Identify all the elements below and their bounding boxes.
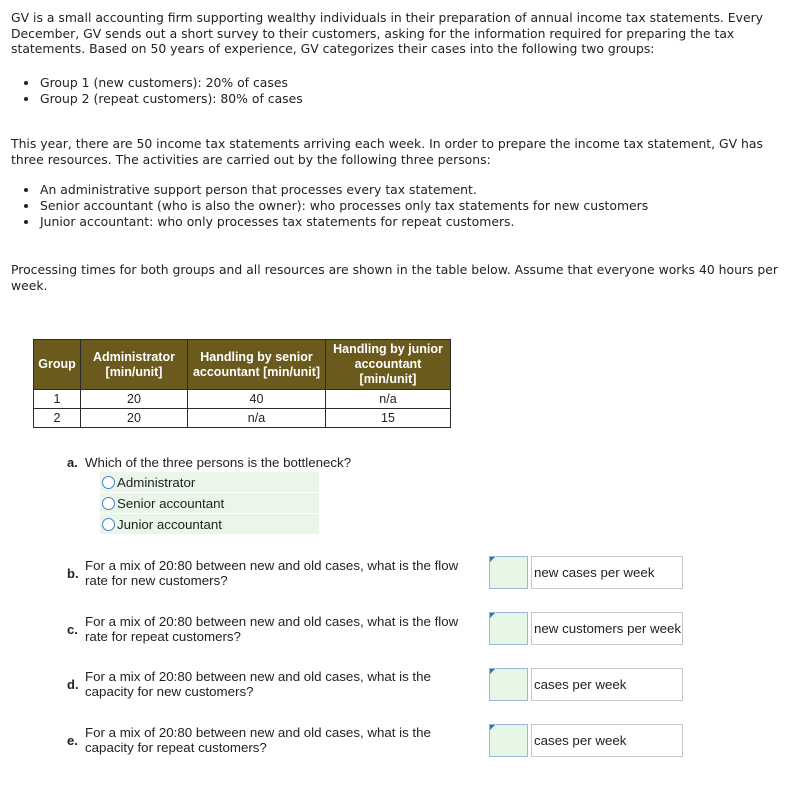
intro-paragraph-3: Processing times for both groups and all resources are shown in the table below. Assume that everyone works 40 hours per week.	[11, 262, 779, 293]
unit-c: new customers per week	[531, 612, 683, 645]
option-label: Junior accountant	[117, 516, 222, 532]
question-d-text: For a mix of 20:80 between new and old cases, what is the capacity for new customers?	[85, 669, 431, 699]
corner-marker	[490, 613, 495, 618]
radio-button[interactable]	[102, 497, 115, 510]
list-item: Senior accountant (who is also the owner): who processes only tax statements for new customers	[22, 198, 648, 214]
header-group: Group	[34, 340, 81, 390]
list-item: Group 2 (repeat customers): 80% of cases	[22, 91, 303, 107]
question-b-text: For a mix of 20:80 between new and old cases, what is the flow rate for new customers?	[85, 558, 459, 588]
corner-marker	[490, 725, 495, 730]
unit-e: cases per week	[531, 724, 683, 757]
question-e-label: e.	[67, 733, 78, 748]
cell-group: 1	[34, 390, 81, 409]
radio-button[interactable]	[102, 476, 115, 489]
unit-d: cases per week	[531, 668, 683, 701]
question-c-text: For a mix of 20:80 between new and old cases, what is the flow rate for repeat customers?	[85, 614, 459, 644]
unit-b: new cases per week	[531, 556, 683, 589]
cell-administrator: 20	[81, 390, 188, 409]
question-e-text: For a mix of 20:80 between new and old cases, what is the capacity for repeat customers?	[85, 725, 431, 755]
corner-marker	[490, 669, 495, 674]
cell-junior: n/a	[326, 390, 451, 409]
header-junior-accountant: Handling by junior accountant [min/unit]	[326, 340, 451, 390]
question-b-label: b.	[67, 566, 79, 581]
bottleneck-options	[100, 472, 319, 535]
table-header-row	[34, 340, 451, 390]
option-label: Administrator	[117, 474, 196, 490]
list-item: An administrative support person that processes every tax statement.	[22, 182, 648, 198]
header-administrator: Administrator [min/unit]	[81, 340, 188, 390]
resource-list	[22, 182, 648, 230]
intro-paragraph-2: This year, there are 50 income tax statements arriving each week. In order to prepare the income tax statement, GV has three resources. The activities are carried out by the following three persons:	[11, 136, 763, 167]
header-senior-accountant: Handling by senior accountant [min/unit]	[188, 340, 326, 390]
question-c-label: c.	[67, 622, 78, 637]
answer-e-input[interactable]	[489, 724, 528, 757]
answer-c-input[interactable]	[489, 612, 528, 645]
answer-b-input[interactable]	[489, 556, 528, 589]
question-a-text: Which of the three persons is the bottleneck?	[85, 455, 352, 470]
intro-paragraph-1: GV is a small accounting firm supporting wealthy individuals in their preparation of annual income tax statements. Every December, GV sends out a short survey to their customers, asking for the information required for preparing the tax statements. Based on 50 years of experience, GV categorizes their cases into the following two groups:	[11, 10, 764, 57]
cell-senior: n/a	[188, 409, 326, 428]
table-row	[34, 409, 451, 428]
radio-button[interactable]	[102, 518, 115, 531]
list-item: Junior accountant: who only processes tax statements for repeat customers.	[22, 214, 648, 230]
group-list	[22, 75, 303, 107]
option-senior-accountant[interactable]	[100, 493, 319, 513]
list-item: Group 1 (new customers): 20% of cases	[22, 75, 303, 91]
option-junior-accountant[interactable]	[100, 514, 319, 534]
option-administrator[interactable]	[100, 472, 319, 492]
question-a-label: a.	[67, 455, 78, 470]
cell-senior: 40	[188, 390, 326, 409]
cell-group: 2	[34, 409, 81, 428]
processing-times-table	[33, 339, 451, 428]
table-row	[34, 390, 451, 409]
cell-junior: 15	[326, 409, 451, 428]
option-label: Senior accountant	[117, 495, 225, 511]
answer-d-input[interactable]	[489, 668, 528, 701]
question-d-label: d.	[67, 677, 79, 692]
cell-administrator: 20	[81, 409, 188, 428]
corner-marker	[490, 557, 495, 562]
